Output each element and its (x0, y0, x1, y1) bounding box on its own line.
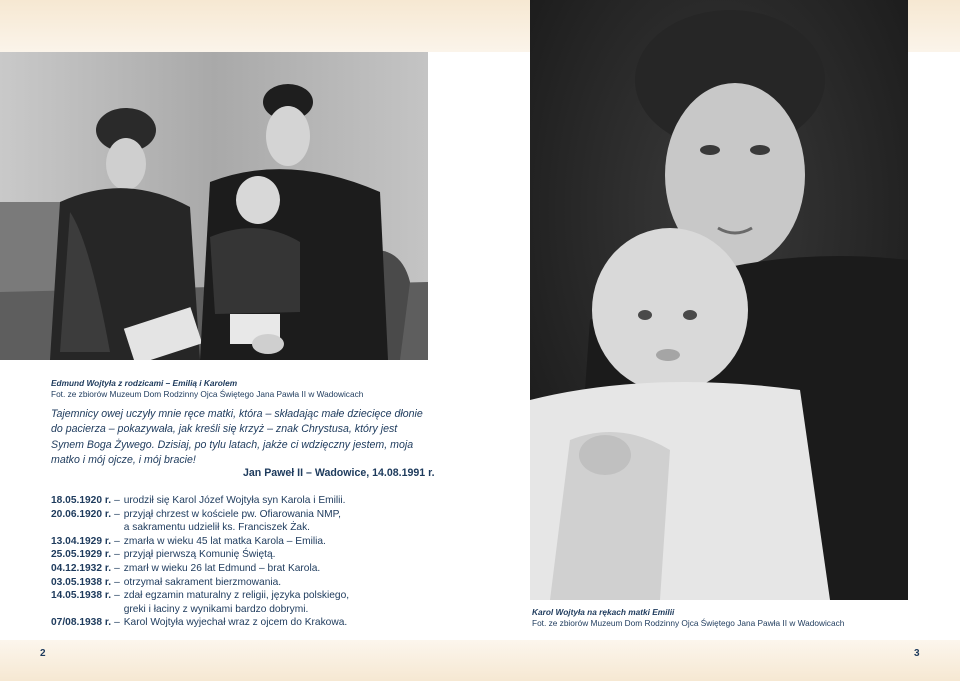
timeline-text: zmarł w wieku 26 lat Edmund – brat Karola. (123, 562, 321, 574)
timeline-item: 03.05.1938 r. – otrzymał sakrament bierzmowania. (51, 576, 282, 588)
timeline-date: 18.05.1920 r. (51, 495, 112, 506)
biography-timeline (51, 494, 431, 630)
timeline-item: 14.05.1938 r. – zdał egzamin maturalny z religii, języka polskiego, greki i łaciny z wynikami bardzo dobrymi. (51, 590, 350, 615)
timeline-text: urodził się Karol Józef Wojtyła syn Karola i Emilii. (123, 495, 346, 506)
timeline-date: 14.05.1938 r. (51, 590, 112, 602)
family-photo (0, 52, 428, 360)
timeline-text: otrzymał sakrament bierzmowania. (123, 576, 282, 588)
papal-quote: Tajemnicy owej uczyły mnie ręce matki, która – składając małe dziecięce dłonie do pacierza – pokazywała, jak kreśli się krzyż – znak Chrystusa, który jest Synem Boga Żywego. Dzisiaj, po tylu latach, jakże ci wdzięczny jestem, moja matko i mój ojcze, i mój bracie! (51, 408, 423, 467)
page-number-right: 3 (914, 648, 920, 659)
mother-child-photo-caption-source: Fot. ze zbiorów Muzeum Dom Rodzinny Ojca Świętego Jana Pawła II w Wadowicach (532, 618, 845, 628)
timeline-date: 25.05.1929 r. (51, 549, 112, 561)
timeline-text: zdał egzamin maturalny z religii, języka polskiego, greki i łaciny z wynikami bardzo dobrymi. (123, 590, 350, 615)
timeline-date: 13.04.1929 r. (51, 535, 112, 547)
timeline-date: 20.06.1920 r. (51, 508, 112, 520)
timeline-text: przyjął pierwszą Komunię Świętą. (123, 549, 276, 561)
timeline-item: 25.05.1929 r. – przyjął pierwszą Komunię Świętą. (51, 549, 276, 561)
timeline-text: Karol Wojtyła wyjechał wraz z ojcem do Krakowa. (123, 617, 348, 629)
page-number-left: 2 (40, 648, 46, 659)
timeline-item: 20.06.1920 r. – przyjął chrzest w kościele pw. Ofiarowania NMP, a sakramentu udzielił ks. Franciszek Żak. (51, 508, 341, 534)
timeline-date: 03.05.1938 r. (51, 576, 112, 588)
mother-child-photo (530, 0, 908, 600)
timeline-date: 07/08.1938 r. (51, 617, 112, 629)
timeline-item: 13.04.1929 r. – zmarła w wieku 45 lat matka Karola – Emilia. (51, 535, 326, 547)
timeline-item: 18.05.1920 r. – urodził się Karol Józef Wojtyła syn Karola i Emilii. (51, 495, 346, 506)
family-photo-caption-title: Edmund Wojtyła z rodzicami – Emilią i Karolem (51, 378, 238, 388)
quote-signature: Jan Paweł II – Wadowice, 14.08.1991 r. (243, 467, 435, 479)
mother-child-photo-caption-title: Karol Wojtyła na rękach matki Emilii (532, 607, 675, 617)
family-photo-caption-source: Fot. ze zbiorów Muzeum Dom Rodzinny Ojca Świętego Jana Pawła II w Wadowicach (51, 389, 364, 399)
timeline-item: 07/08.1938 r. – Karol Wojtyła wyjechał wraz z ojcem do Krakowa. (51, 617, 348, 629)
timeline-text: zmarła w wieku 45 lat matka Karola – Emilia. (123, 535, 326, 547)
timeline-date: 04.12.1932 r. (51, 562, 112, 574)
timeline-text: przyjął chrzest w kościele pw. Ofiarowania NMP, a sakramentu udzielił ks. Franciszek Żak. (123, 508, 341, 534)
family-photo-caption (51, 378, 431, 400)
page-footer-band (0, 640, 960, 681)
timeline-item: 04.12.1932 r. – zmarł w wieku 26 lat Edmund – brat Karola. (51, 562, 321, 574)
mother-child-photo-caption (532, 607, 922, 629)
